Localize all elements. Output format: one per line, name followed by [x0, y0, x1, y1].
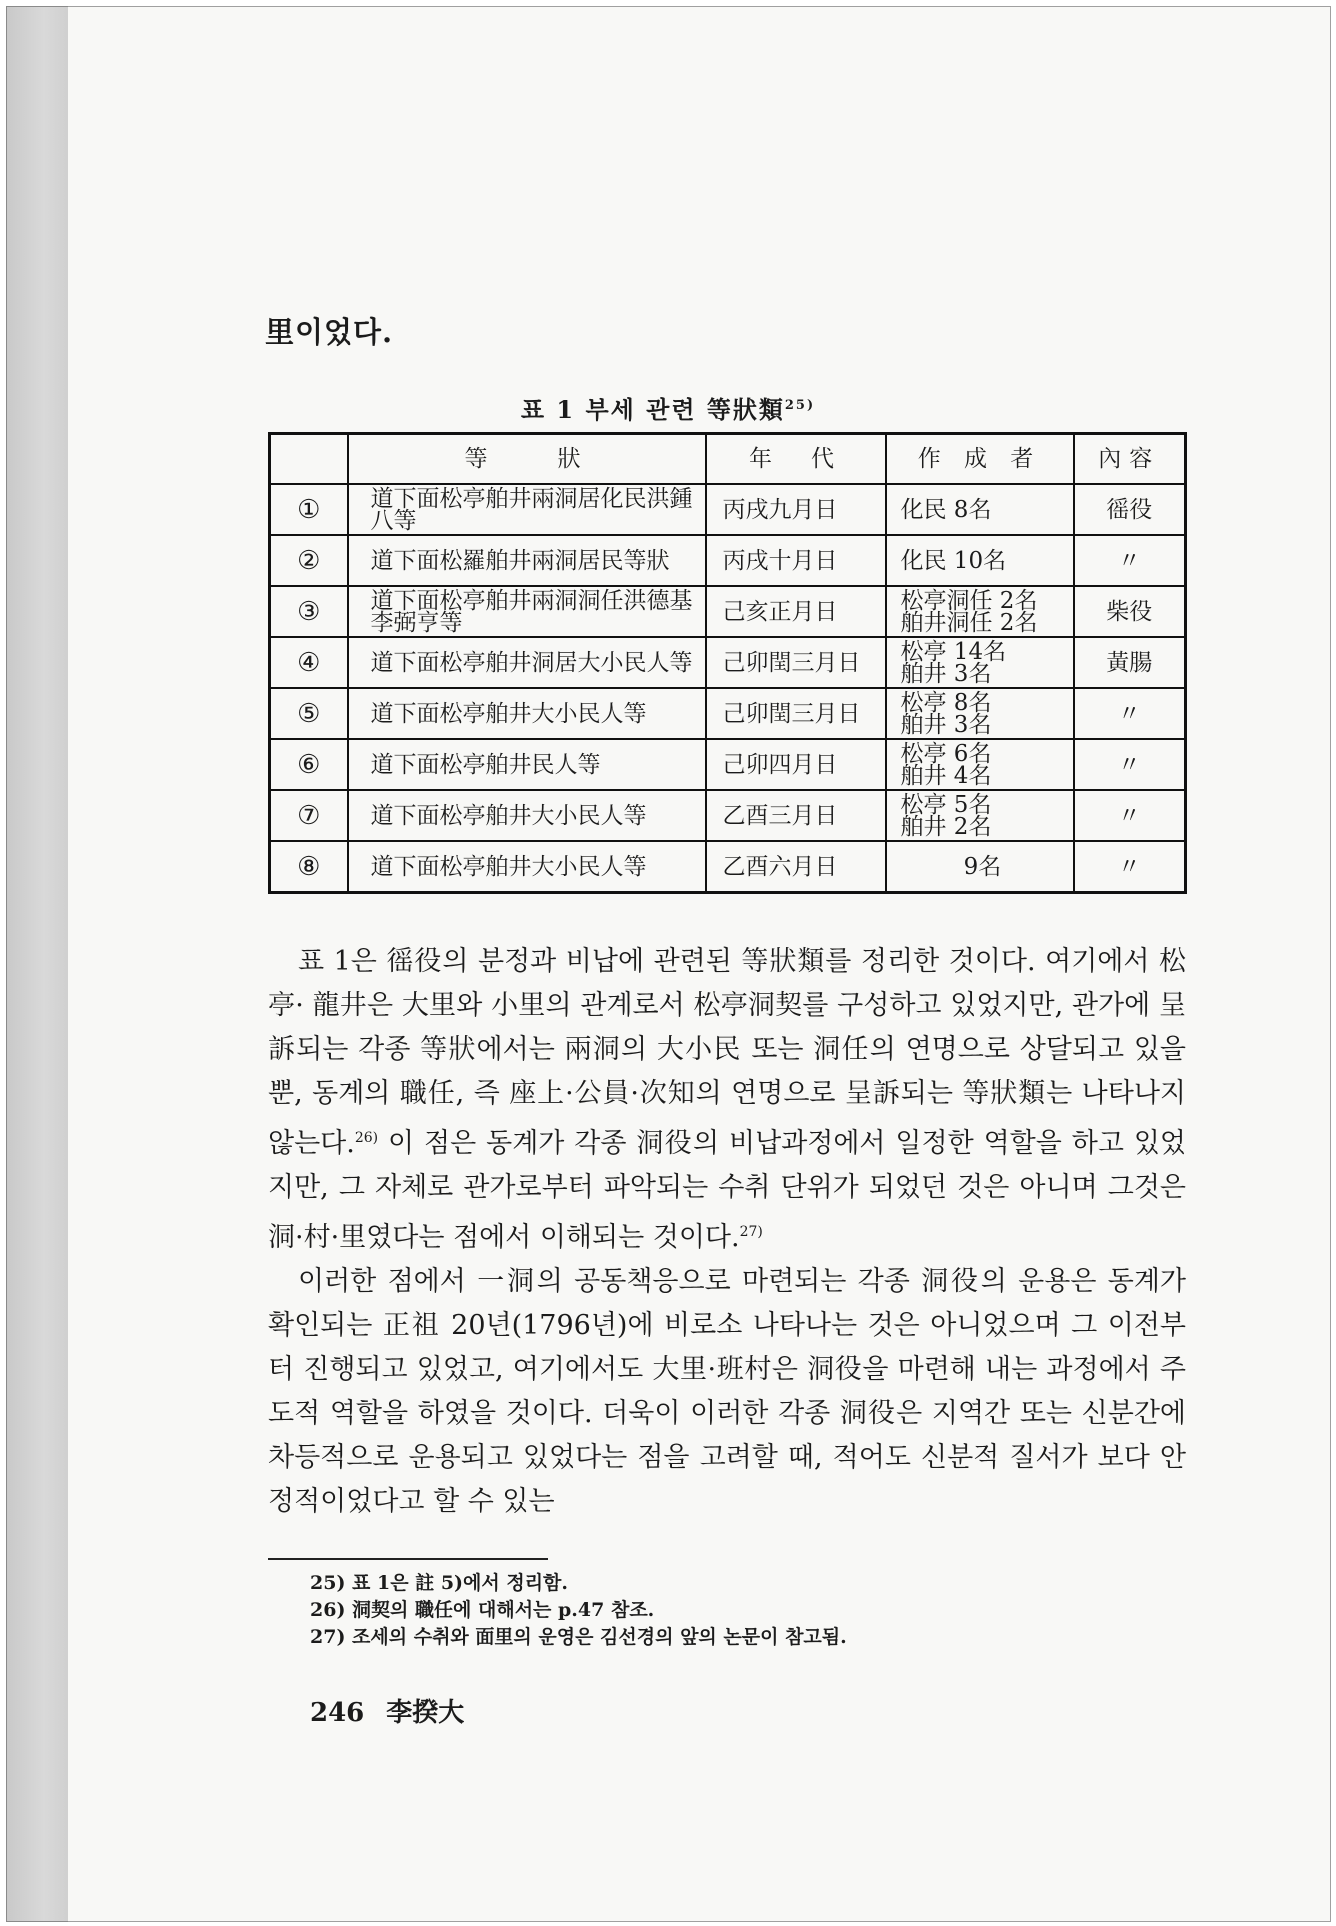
row-author [886, 535, 1074, 586]
row-document: 道下面松亭舶井民人等 [348, 739, 706, 790]
row-number: ⑧ [270, 841, 348, 893]
table-row [270, 586, 1186, 637]
row-content: 徭役 [1074, 484, 1186, 535]
footnote-divider [268, 1558, 548, 1560]
row-author-line: 舶井 3名 [900, 660, 992, 687]
header-year: 年 代 [706, 434, 886, 485]
body-paragraph-text: 이 점은 동계가 각종 洞役의 비납과정에서 일정한 역할을 하고 있었지만, 그 자체로 관가로부터 파악되는 수취 단위가 되었던 것은 아니며 그것은 洞·村·里였다는 점에서 이해되는 것이다. [268, 1128, 1186, 1253]
footnote: 25) 표 1은 註 5)에서 정리함. [310, 1572, 569, 1594]
page-footer [310, 1692, 464, 1729]
running-author: 李揆大 [386, 1698, 465, 1728]
row-author-line: 舶井 4名 [900, 762, 992, 789]
row-content: 黃腸 [1074, 637, 1186, 688]
row-author-line: 松亭 5名 [900, 791, 992, 818]
row-author-line: 舶井 2名 [900, 813, 992, 840]
row-document: 道下面松亭舶井大小民人等 [348, 790, 706, 841]
row-number: ③ [270, 586, 348, 637]
row-author [886, 841, 1074, 893]
row-document: 道下面松亭舶井兩洞居化民洪鍾八等 [348, 484, 706, 535]
header-author: 作 成 者 [886, 434, 1074, 485]
row-content: 〃 [1074, 739, 1186, 790]
table-header-row [270, 434, 1186, 485]
table-row [270, 739, 1186, 790]
table-row [270, 484, 1186, 535]
row-content: 〃 [1074, 841, 1186, 893]
page-number: 246 [310, 1698, 365, 1728]
row-year: 丙戌九月日 [706, 484, 886, 535]
row-number: ⑥ [270, 739, 348, 790]
row-author-line: 松亭 14名 [900, 638, 1007, 665]
row-document: 道下面松亭舶井大小民人等 [348, 688, 706, 739]
table-row [270, 535, 1186, 586]
body-text [268, 940, 1186, 1524]
row-content: 〃 [1074, 688, 1186, 739]
row-author-line: 9名 [963, 853, 1002, 880]
row-document: 道下面松亭舶井洞居大小民人等 [348, 637, 706, 688]
row-number: ② [270, 535, 348, 586]
row-author [886, 586, 1074, 637]
footnote: 26) 洞契의 職任에 대해서는 p.47 참조. [310, 1599, 655, 1621]
row-year: 丙戌十月日 [706, 535, 886, 586]
row-year: 己卯閏三月日 [706, 688, 886, 739]
row-author [886, 790, 1074, 841]
document-table [268, 432, 1187, 894]
row-author-line: 松亭洞任 2名 [900, 587, 1038, 614]
row-author [886, 739, 1074, 790]
row-author [886, 637, 1074, 688]
table-row [270, 790, 1186, 841]
table-row [270, 841, 1186, 893]
row-document: 道下面松亭舶井兩洞洞任洪德基李弼亨等 [348, 586, 706, 637]
row-year: 乙酉六月日 [706, 841, 886, 893]
table-caption-text: 표 1 부세 관련 等狀類 [520, 395, 785, 424]
lead-text: 里이었다. [265, 315, 394, 349]
body-paragraph: 이러한 점에서 一洞의 공동책응으로 마련되는 각종 洞役의 운용은 동계가 확인되는 正祖 20년(1796년)에 비로소 나타나는 것은 아니었으며 그 이전부터 진행되고 있었고, 여기에서도 大里·班村은 洞役을 마련해 내는 과정에서 주도적 역할을 하였을 것이다. 더욱이 이러한 각종 洞役은 지역간 또는 신분간에 차등적으로 운용되고 있었다는 점을 고려할 때, 적어도 신분적 질서가 보다 안정적이었다고 할 수 있는 [268, 1266, 1186, 1517]
book-spine-edge [6, 6, 70, 1922]
row-number: ⑤ [270, 688, 348, 739]
table-row [270, 688, 1186, 739]
row-number: ④ [270, 637, 348, 688]
footnotes [310, 1570, 1190, 1651]
row-year: 己亥正月日 [706, 586, 886, 637]
row-author-line: 化民 8名 [900, 496, 992, 523]
row-author-line: 松亭 8名 [900, 689, 992, 716]
row-author-line: 松亭 6名 [900, 740, 992, 767]
row-number: ① [270, 484, 348, 535]
row-year: 己卯閏三月日 [706, 637, 886, 688]
row-number: ⑦ [270, 790, 348, 841]
header-content: 內容 [1074, 434, 1186, 485]
row-author-line: 舶井洞任 2名 [900, 609, 1038, 636]
row-content: 〃 [1074, 535, 1186, 586]
row-author [886, 688, 1074, 739]
row-content: 〃 [1074, 790, 1186, 841]
row-author-line: 舶井 3名 [900, 711, 992, 738]
row-year: 己卯四月日 [706, 739, 886, 790]
row-document: 道下面松亭舶井大小民人等 [348, 841, 706, 893]
row-content: 柴役 [1074, 586, 1186, 637]
header-document: 等 狀 [348, 434, 706, 485]
table-caption [0, 390, 1336, 425]
body-paragraph-text: 표 1은 徭役의 분정과 비납에 관련된 等狀類를 정리한 것이다. 여기에서 松亭· 龍井은 大里와 小里의 관계로서 松亭洞契를 구성하고 있었지만, 관가에 呈訴되는 각종 等狀에서는 兩洞의 大小民 또는 洞任의 연명으로 상달되고 있을 뿐, 동계의 職任, 즉 座上·公員·次知의 연명으로 呈訴되는 等狀類는 나타나지 않는다. [268, 946, 1186, 1159]
row-author [886, 484, 1074, 535]
footnote-ref: 27) [739, 1224, 763, 1240]
footnote-ref: 26) [354, 1130, 379, 1146]
table-caption-footnote-ref: 25) [784, 398, 816, 413]
footnote: 27) 조세의 수취와 面里의 운영은 김선경의 앞의 논문이 참고됨. [310, 1626, 847, 1648]
table-row [270, 637, 1186, 688]
row-author-line: 化民 10名 [900, 547, 1007, 574]
row-document: 道下面松羅舶井兩洞居民等狀 [348, 535, 706, 586]
row-year: 乙酉三月日 [706, 790, 886, 841]
header-number [270, 434, 348, 485]
body-paragraph [268, 940, 1186, 1260]
